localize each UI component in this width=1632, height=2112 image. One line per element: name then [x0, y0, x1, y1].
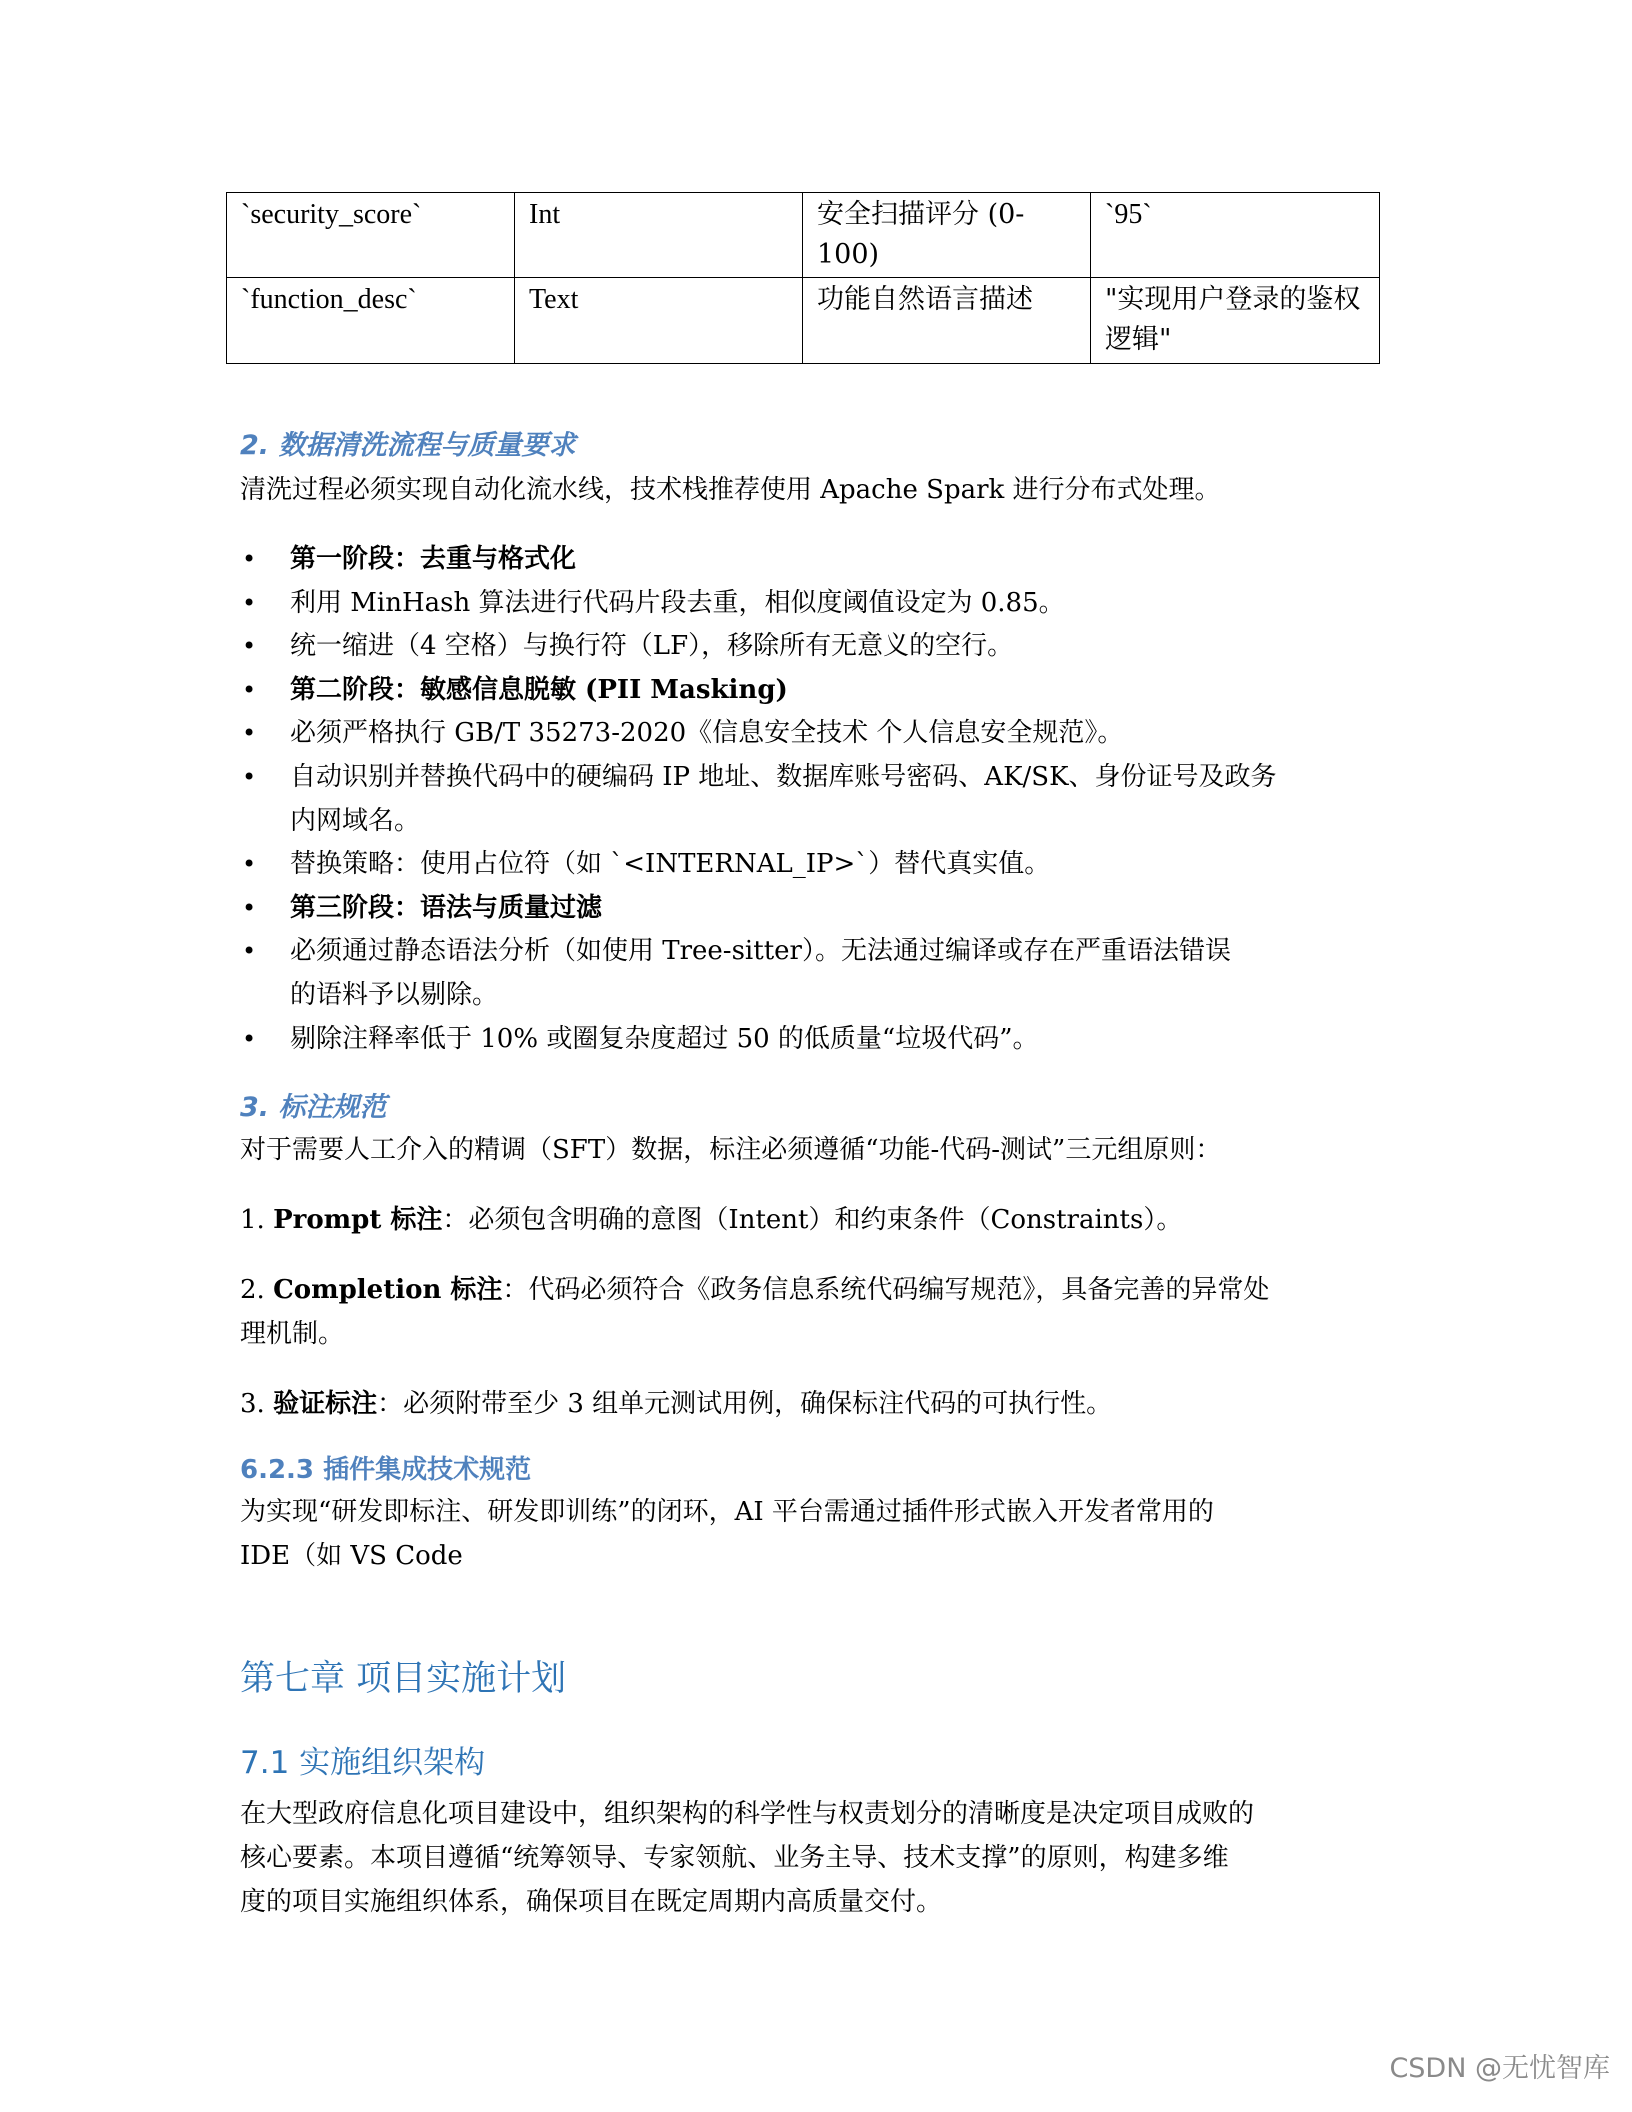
field-name-cell: `function_desc`	[227, 278, 515, 364]
section-intro-data-cleaning: 清洗过程必须实现自动化流水线，技术栈推荐使用 Apache Spark 进行分布式处理。	[240, 475, 1221, 505]
paragraph-line: 为实现“研发即标注、研发即训练”的闭环，AI 平台需通过插件形式嵌入开发者常用的	[240, 1497, 1214, 1527]
field-desc-cell: 安全扫描评分 (0-100)	[803, 193, 1091, 278]
field-type-cell: Int	[515, 193, 803, 278]
list-item: • 利用 MinHash 算法进行代码片段去重，相似度阈值设定为 0.85。	[240, 582, 1390, 626]
list-item: • 必须严格执行 GB/T 35273-2020《信息安全技术 个人信息安全规范》。	[240, 712, 1390, 756]
bullet-icon: •	[242, 545, 257, 573]
section-heading-annotation: 3. 标注规范	[240, 1092, 387, 1123]
annotation-label: Prompt 标注	[273, 1205, 443, 1235]
list-item-continuation: 内网域名。	[290, 805, 421, 836]
paragraph-line: 在大型政府信息化项目建设中，组织架构的科学性与权责划分的清晰度是决定项目成败的	[240, 1799, 1255, 1829]
bullet-icon: •	[242, 937, 257, 966]
section-heading-data-cleaning: 2. 数据清洗流程与质量要求	[240, 430, 576, 461]
annotation-label: 验证标注	[273, 1389, 378, 1419]
annotation-item-3: 3. 验证标注：必须附带至少 3 组单元测试用例，确保标注代码的可执行性。	[240, 1389, 1113, 1419]
bullet-icon: •	[242, 632, 257, 661]
cleaning-stage-list	[240, 538, 1390, 1061]
subsection-heading: 7.1 实施组织架构	[240, 1745, 486, 1781]
chapter-heading: 第七章 项目实施计划	[240, 1659, 567, 1699]
annotation-item-1: 1. Prompt 标注：必须包含明确的意图（Intent）和约束条件（Constraints）。	[240, 1205, 1183, 1235]
bullet-icon: •	[242, 675, 257, 704]
annotation-label: Completion 标注	[273, 1275, 503, 1305]
list-item: • 统一缩进（4 空格）与换行符（LF），移除所有无意义的空行。	[240, 625, 1390, 669]
list-item: • 第三阶段：语法与质量过滤	[240, 887, 1390, 931]
annotation-item-2-continuation: 理机制。	[240, 1319, 345, 1349]
section-intro-annotation: 对于需要人工介入的精调（SFT）数据，标注必须遵循“功能-代码-测试”三元组原则：	[240, 1135, 1222, 1165]
section-heading-plugin: 6.2.3 插件集成技术规范	[240, 1455, 532, 1485]
list-item: • 必须通过静态语法分析（如使用 Tree-sitter）。无法通过编译或存在严重语法错误	[240, 930, 1390, 974]
paragraph-line: 度的项目实施组织体系，确保项目在既定周期内高质量交付。	[240, 1887, 943, 1917]
bullet-icon: •	[242, 588, 257, 617]
list-item: • 自动识别并替换代码中的硬编码 IP 地址、数据库账号密码、AK/SK、身份证号及政务	[240, 756, 1390, 800]
list-item-continuation: 的语料予以剔除。	[290, 979, 499, 1010]
field-type-cell: Text	[515, 278, 803, 364]
watermark: CSDN @无忧智库	[1389, 2053, 1610, 2084]
paragraph-line: IDE（如 VS Code	[240, 1541, 463, 1571]
list-item: • 替换策略：使用占位符（如 `<INTERNAL_IP>`）替代真实值。	[240, 843, 1390, 887]
bullet-icon: •	[242, 762, 257, 791]
field-example-cell: `95`	[1091, 193, 1380, 278]
table-row	[227, 278, 1380, 364]
bullet-icon: •	[242, 1024, 257, 1053]
list-item: • 第二阶段：敏感信息脱敏 (PII Masking)	[240, 669, 1390, 713]
list-item: • 剔除注释率低于 10% 或圈复杂度超过 50 的低质量“垃圾代码”。	[240, 1018, 1390, 1062]
field-spec-table	[226, 192, 1380, 364]
field-desc-cell: 功能自然语言描述	[803, 278, 1091, 364]
bullet-icon: •	[242, 893, 257, 922]
paragraph-line: 核心要素。本项目遵循“统筹领导、专家领航、业务主导、技术支撑”的原则，构建多维	[240, 1843, 1229, 1873]
field-name-cell: `security_score`	[227, 193, 515, 278]
bullet-icon: •	[242, 850, 257, 879]
annotation-item-2: 2. Completion 标注：代码必须符合《政务信息系统代码编写规范》，具备完善的异常处	[240, 1275, 1270, 1305]
bullet-icon: •	[242, 719, 257, 748]
table-row	[227, 193, 1380, 278]
list-item: • 第一阶段：去重与格式化	[240, 538, 1390, 582]
field-example-cell: "实现用户登录的鉴权逻辑"	[1091, 278, 1380, 364]
